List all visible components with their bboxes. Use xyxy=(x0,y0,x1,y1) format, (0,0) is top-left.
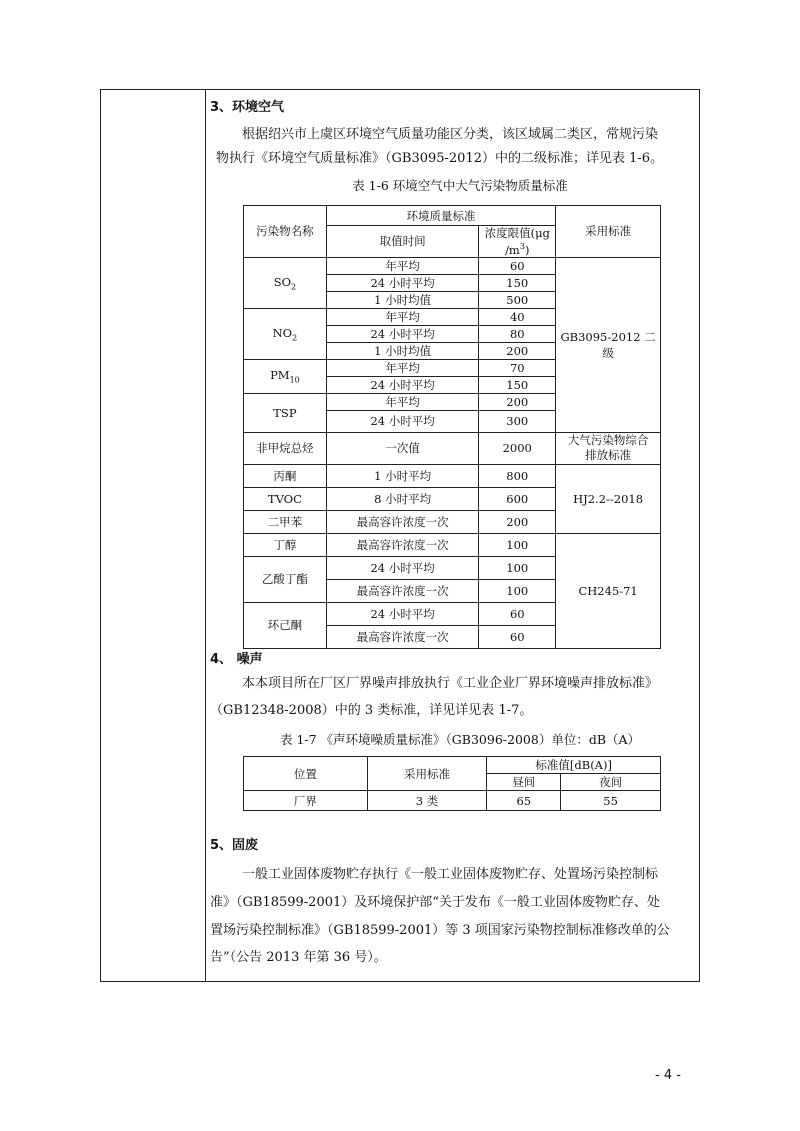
table-1-6-caption: 表 1-6 环境空气中大气污染物质量标准 xyxy=(352,178,568,193)
night-value-cell: 55 xyxy=(561,791,661,811)
value-cell: 40 xyxy=(479,308,556,325)
pollutant-nmhc: 非甲烷总烃 xyxy=(244,432,327,464)
value-cell: 60 xyxy=(479,257,556,274)
time-cell: 1 小时均值 xyxy=(326,342,479,359)
section-5-line3: 置场污染控制标准》（GB18599-2001）等 3 项国家污染物控制标准修改单的公 xyxy=(210,923,670,938)
standard-ch245: CH245-71 xyxy=(556,533,661,648)
pollutant-tvoc: TVOC xyxy=(244,487,327,510)
pollutant-butyl-acetate: 乙酸丁酯 xyxy=(244,556,327,602)
section-3-heading: 3、环境空气 xyxy=(210,100,285,115)
value-cell: 500 xyxy=(479,291,556,308)
header-limit: 浓度限值(μg $/m^3$) xyxy=(479,226,556,258)
value-cell: 150 xyxy=(479,274,556,291)
standard-cell: 3 类 xyxy=(367,791,487,811)
pollutant-butanol: 丁醇 xyxy=(244,533,327,556)
time-cell: 最高容许浓度一次 xyxy=(326,579,479,602)
header-time: 取值时间 xyxy=(326,226,479,258)
header-day: 昼间 xyxy=(487,774,561,791)
header-pollutant: 污染物名称 xyxy=(244,206,327,258)
time-cell: 年平均 xyxy=(326,359,479,376)
section-3-para-line2: 物执行《环境空气质量标准》（GB3095-2012）中的二级标准；详见表 1-6。 xyxy=(216,151,664,166)
pollutant-tsp: TSP xyxy=(244,393,327,432)
section-4-para-line2: （GB12348-2008）中的 3 类标准，详见详见表 1-7。 xyxy=(210,703,533,718)
standard-hj22: HJ2.2--2018 xyxy=(556,464,661,533)
value-cell: 70 xyxy=(479,359,556,376)
section-5-line1: 一般工业固体废物贮存执行《一般工业固体废物贮存、处置场污染控制标 xyxy=(242,867,659,882)
value-cell: 2000 xyxy=(479,432,556,464)
header-env-standard: 环境质量标准 xyxy=(326,206,555,226)
time-cell: 年平均 xyxy=(326,257,479,274)
pollutant-so2: $SO_2$ xyxy=(244,257,327,308)
value-cell: 100 xyxy=(479,556,556,579)
section-3-para-line1: 根据绍兴市上虞区环境空气质量功能区分类，该区域属二类区，常规污染 xyxy=(242,127,659,142)
day-value-cell: 65 xyxy=(487,791,561,811)
header-position: 位置 xyxy=(244,757,368,791)
time-cell: 24 小时平均 xyxy=(326,602,479,625)
value-cell: 200 xyxy=(479,510,556,533)
pollutant-xylene: 二甲苯 xyxy=(244,510,327,533)
standard-air-emission: 大气污染物综合 排放标准 xyxy=(556,432,661,464)
value-cell: 600 xyxy=(479,487,556,510)
value-cell: 150 xyxy=(479,376,556,393)
section-4-heading: 4、 噪声 xyxy=(210,652,263,667)
time-cell: 24 小时平均 xyxy=(326,556,479,579)
header-adopted-standard: 采用标准 xyxy=(367,757,487,791)
time-cell: 24 小时平均 xyxy=(326,325,479,342)
section-5-line4: 告”（公告 2013 年第 36 号）。 xyxy=(210,950,387,965)
time-cell: 1 小时均值 xyxy=(326,291,479,308)
pollutant-no2: $NO_2$ xyxy=(244,308,327,359)
pollutant-cyclohexanone: 环己酮 xyxy=(244,602,327,648)
header-adopted-standard: 采用标准 xyxy=(556,206,661,258)
table-1-6 xyxy=(243,205,661,649)
value-cell: 800 xyxy=(479,464,556,487)
table-1-7 xyxy=(243,756,661,811)
time-cell: 最高容许浓度一次 xyxy=(326,625,479,648)
position-cell: 厂界 xyxy=(244,791,368,811)
section-4-para-line1: 本本项目所在厂区厂界噪声排放执行《工业企业厂界环境噪声排放标准》 xyxy=(242,676,659,691)
column-divider xyxy=(205,90,206,981)
value-cell: 60 xyxy=(479,625,556,648)
header-night: 夜间 xyxy=(561,774,661,791)
value-cell: 100 xyxy=(479,579,556,602)
pollutant-acetone: 丙酮 xyxy=(244,464,327,487)
value-cell: 100 xyxy=(479,533,556,556)
time-cell: 一次值 xyxy=(326,432,479,464)
time-cell: 年平均 xyxy=(326,308,479,325)
value-cell: 60 xyxy=(479,602,556,625)
standard-gb3095: GB3095-2012 二 级 xyxy=(556,257,661,432)
time-cell: 24 小时平均 xyxy=(326,410,479,432)
value-cell: 200 xyxy=(479,393,556,410)
time-cell: 8 小时平均 xyxy=(326,487,479,510)
time-cell: 年平均 xyxy=(326,393,479,410)
value-cell: 300 xyxy=(479,410,556,432)
section-5-line2: 准》（GB18599-2001）及环境保护部“关于发布《一般工业固体废物贮存、处 xyxy=(210,895,660,910)
time-cell: 最高容许浓度一次 xyxy=(326,510,479,533)
value-cell: 80 xyxy=(479,325,556,342)
header-standard-value: 标准值[dB(A)] xyxy=(487,757,661,774)
table-1-7-caption: 表 1-7 《声环境噪质量标准》（GB3096-2008）单位：dB（A） xyxy=(279,732,641,747)
time-cell: 24 小时平均 xyxy=(326,274,479,291)
time-cell: 最高容许浓度一次 xyxy=(326,533,479,556)
time-cell: 1 小时平均 xyxy=(326,464,479,487)
page-number: - 4 - xyxy=(655,1068,681,1083)
time-cell: 24 小时平均 xyxy=(326,376,479,393)
value-cell: 200 xyxy=(479,342,556,359)
pollutant-pm10: $PM_{10}$ xyxy=(244,359,327,393)
section-5-heading: 5、固废 xyxy=(210,838,259,853)
